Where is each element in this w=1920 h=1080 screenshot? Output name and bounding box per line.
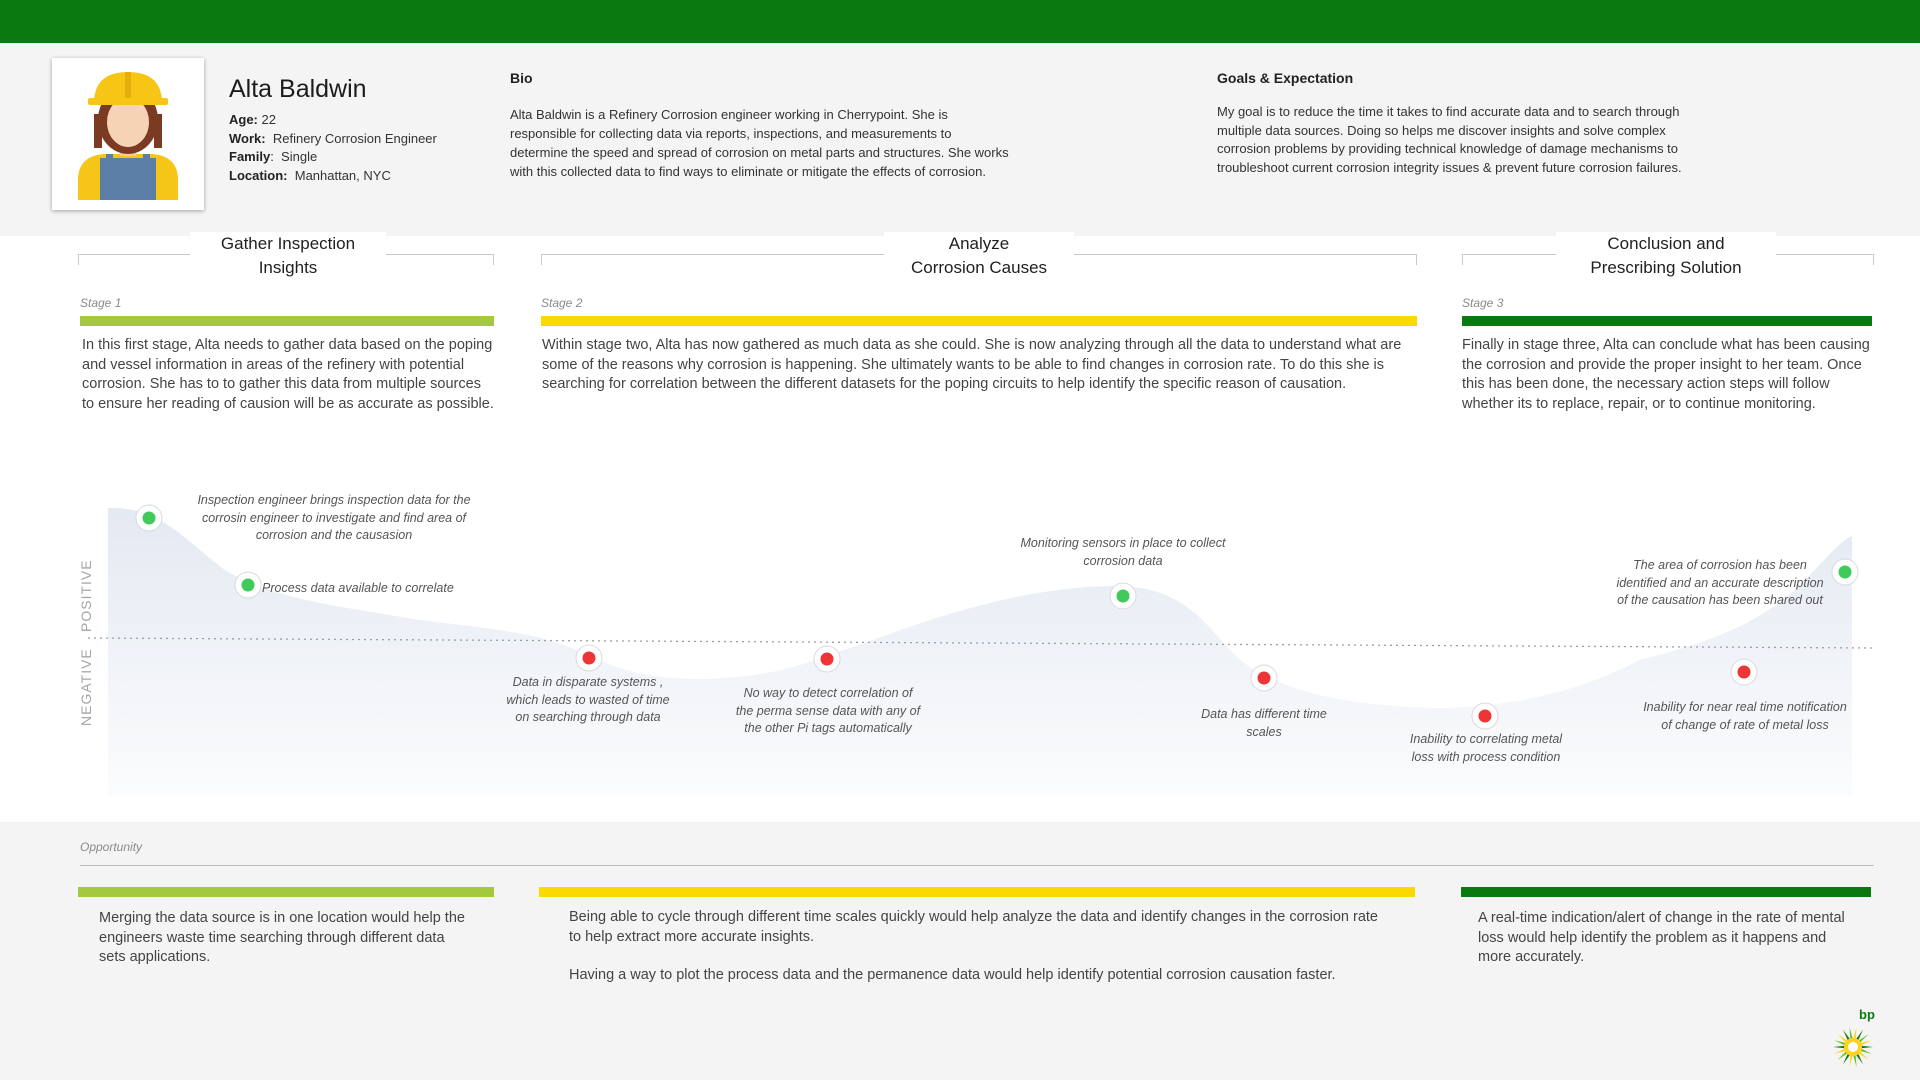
journey-note: Data has different time scales bbox=[1201, 707, 1327, 739]
stage-1-title: Gather Inspection Insights bbox=[190, 232, 386, 280]
stage-1-bar bbox=[80, 316, 494, 326]
journey-note: Data in disparate systems , which leads to wasted of time on searching through data bbox=[506, 675, 670, 724]
fact-age: Age: 22 bbox=[229, 112, 276, 127]
opportunity-bar-stage-3 bbox=[1461, 887, 1871, 897]
opportunity-divider bbox=[80, 865, 1874, 866]
emotion-journey bbox=[0, 480, 1920, 800]
persona-facts bbox=[229, 111, 437, 185]
positive-point-marker bbox=[1832, 559, 1858, 585]
goals-heading: Goals & Expectation bbox=[1217, 70, 1354, 86]
fact-location: Location: Manhattan, NYC bbox=[229, 167, 391, 183]
negative-point-marker bbox=[1251, 665, 1277, 691]
bio-text: Alta Baldwin is a Refinery Corrosion engineer working in Cherrypoint. She is responsible for collecting data via reports, inspections, and measurements to determine the speed and spread of corrosion on metal parts and structures. She works with this collected data to find ways to eliminate or mitigate the effects of corrosion. bbox=[510, 107, 1009, 179]
axis-label-negative: NEGATIVE bbox=[78, 648, 94, 726]
stage-1-label: Stage 1 bbox=[80, 296, 122, 310]
negative-point-marker bbox=[576, 645, 602, 671]
negative-point-marker bbox=[1472, 703, 1498, 729]
journey-note: Inability for near real time notification of change of rate of metal loss bbox=[1643, 700, 1847, 732]
opportunity-bar-stage-1 bbox=[78, 887, 494, 897]
construction-worker-icon bbox=[70, 68, 186, 200]
stage-3-title: Conclusion and Prescribing Solution bbox=[1556, 232, 1776, 280]
journey-note: Monitoring sensors in place to collect corrosion data bbox=[1020, 536, 1226, 568]
logo-text: bp bbox=[1859, 1007, 1875, 1022]
journey-note: The area of corrosion has been identified and an accurate description of the causation has been shared out bbox=[1616, 558, 1824, 607]
header-bar bbox=[0, 0, 1920, 43]
stage-2-bar bbox=[541, 316, 1417, 326]
journey-note: Inspection engineer brings inspection data for the corrosin engineer to investigate and find area of corrosion and the causasion bbox=[197, 493, 471, 542]
fact-family: Family: Single bbox=[229, 149, 318, 164]
persona-name: Alta Baldwin bbox=[229, 75, 367, 103]
stage-3-bar bbox=[1462, 316, 1872, 326]
opportunity-text-3: A real-time indication/alert of change in the rate of mental loss would help identify the problem as it happens and more accurately. bbox=[1478, 910, 1845, 965]
positive-point-marker bbox=[1110, 583, 1136, 609]
bp-helios-logo-icon bbox=[1828, 1007, 1878, 1069]
positive-point-marker bbox=[136, 505, 162, 531]
stage-2-description: Within stage two, Alta has now gathered as much data as she could. She is now analyzing through all the data to understand what are some of the reasons why corrosion is happening. She ultimately wants to be able to find changes in corrosion rate. To do this she is searching for correlation between the different datasets for the poping circuits to help identify the specific reason of causation. bbox=[542, 337, 1402, 392]
opportunity-bar-stage-2 bbox=[539, 887, 1415, 897]
fact-work: Work: Refinery Corrosion Engineer bbox=[229, 130, 437, 146]
journey-note: No way to detect correlation of the perma sense data with any of the other Pi tags automatically bbox=[735, 686, 921, 735]
persona-card bbox=[0, 43, 1920, 236]
axis-label-positive: POSITIVE bbox=[78, 559, 94, 632]
opportunity-text-1: Merging the data source is in one location would help the engineers waste time searching through different data sets applications. bbox=[99, 910, 465, 965]
brand-logo bbox=[1828, 1007, 1878, 1069]
journey-note: Inability to correlating metal loss with process condition bbox=[1409, 732, 1563, 764]
stage-2-label: Stage 2 bbox=[541, 296, 583, 310]
goals-text: My goal is to reduce the time it takes to find accurate data and to search through multiple data sources. Doing so helps me discover insights and solve complex corrosion problems by providing technical knowledge of damage mechanisms to troubleshoot current corrosion integrity issues & prevent future corrosion failures. bbox=[1217, 104, 1682, 175]
stage-3-label: Stage 3 bbox=[1462, 296, 1504, 310]
stage-2-title: Analyze Corrosion Causes bbox=[884, 232, 1074, 280]
journey-note: Process data available to correlate bbox=[262, 581, 454, 595]
emotion-points bbox=[0, 480, 1920, 800]
avatar bbox=[52, 58, 204, 210]
opportunity-label: Opportunity bbox=[80, 840, 143, 854]
stage-1-description: In this first stage, Alta needs to gather data based on the poping and vessel information in areas of the refinery with potential corrosion. She has to to gather this data from multiple sources to ensure her reading of causion will be as accurate as possible. bbox=[82, 337, 494, 412]
negative-point-marker bbox=[814, 646, 840, 672]
opportunity-text-2: Being able to cycle through different time scales quickly would help analyze the data and identify changes in the corrosion rate to help extract more accurate insights. Having a way to plot the process data and the permanence data would help identify potential corrosion causation faster. bbox=[569, 909, 1378, 983]
negative-point-marker bbox=[1731, 659, 1757, 685]
stage-3-description: Finally in stage three, Alta can conclude what has been causing the corrosion and provide the proper insight to her team. Once this has been done, the necessary action steps will follow whether its to replace, repair, or to continue monitoring. bbox=[1462, 337, 1870, 412]
positive-point-marker bbox=[235, 572, 261, 598]
bio-heading: Bio bbox=[510, 70, 533, 86]
